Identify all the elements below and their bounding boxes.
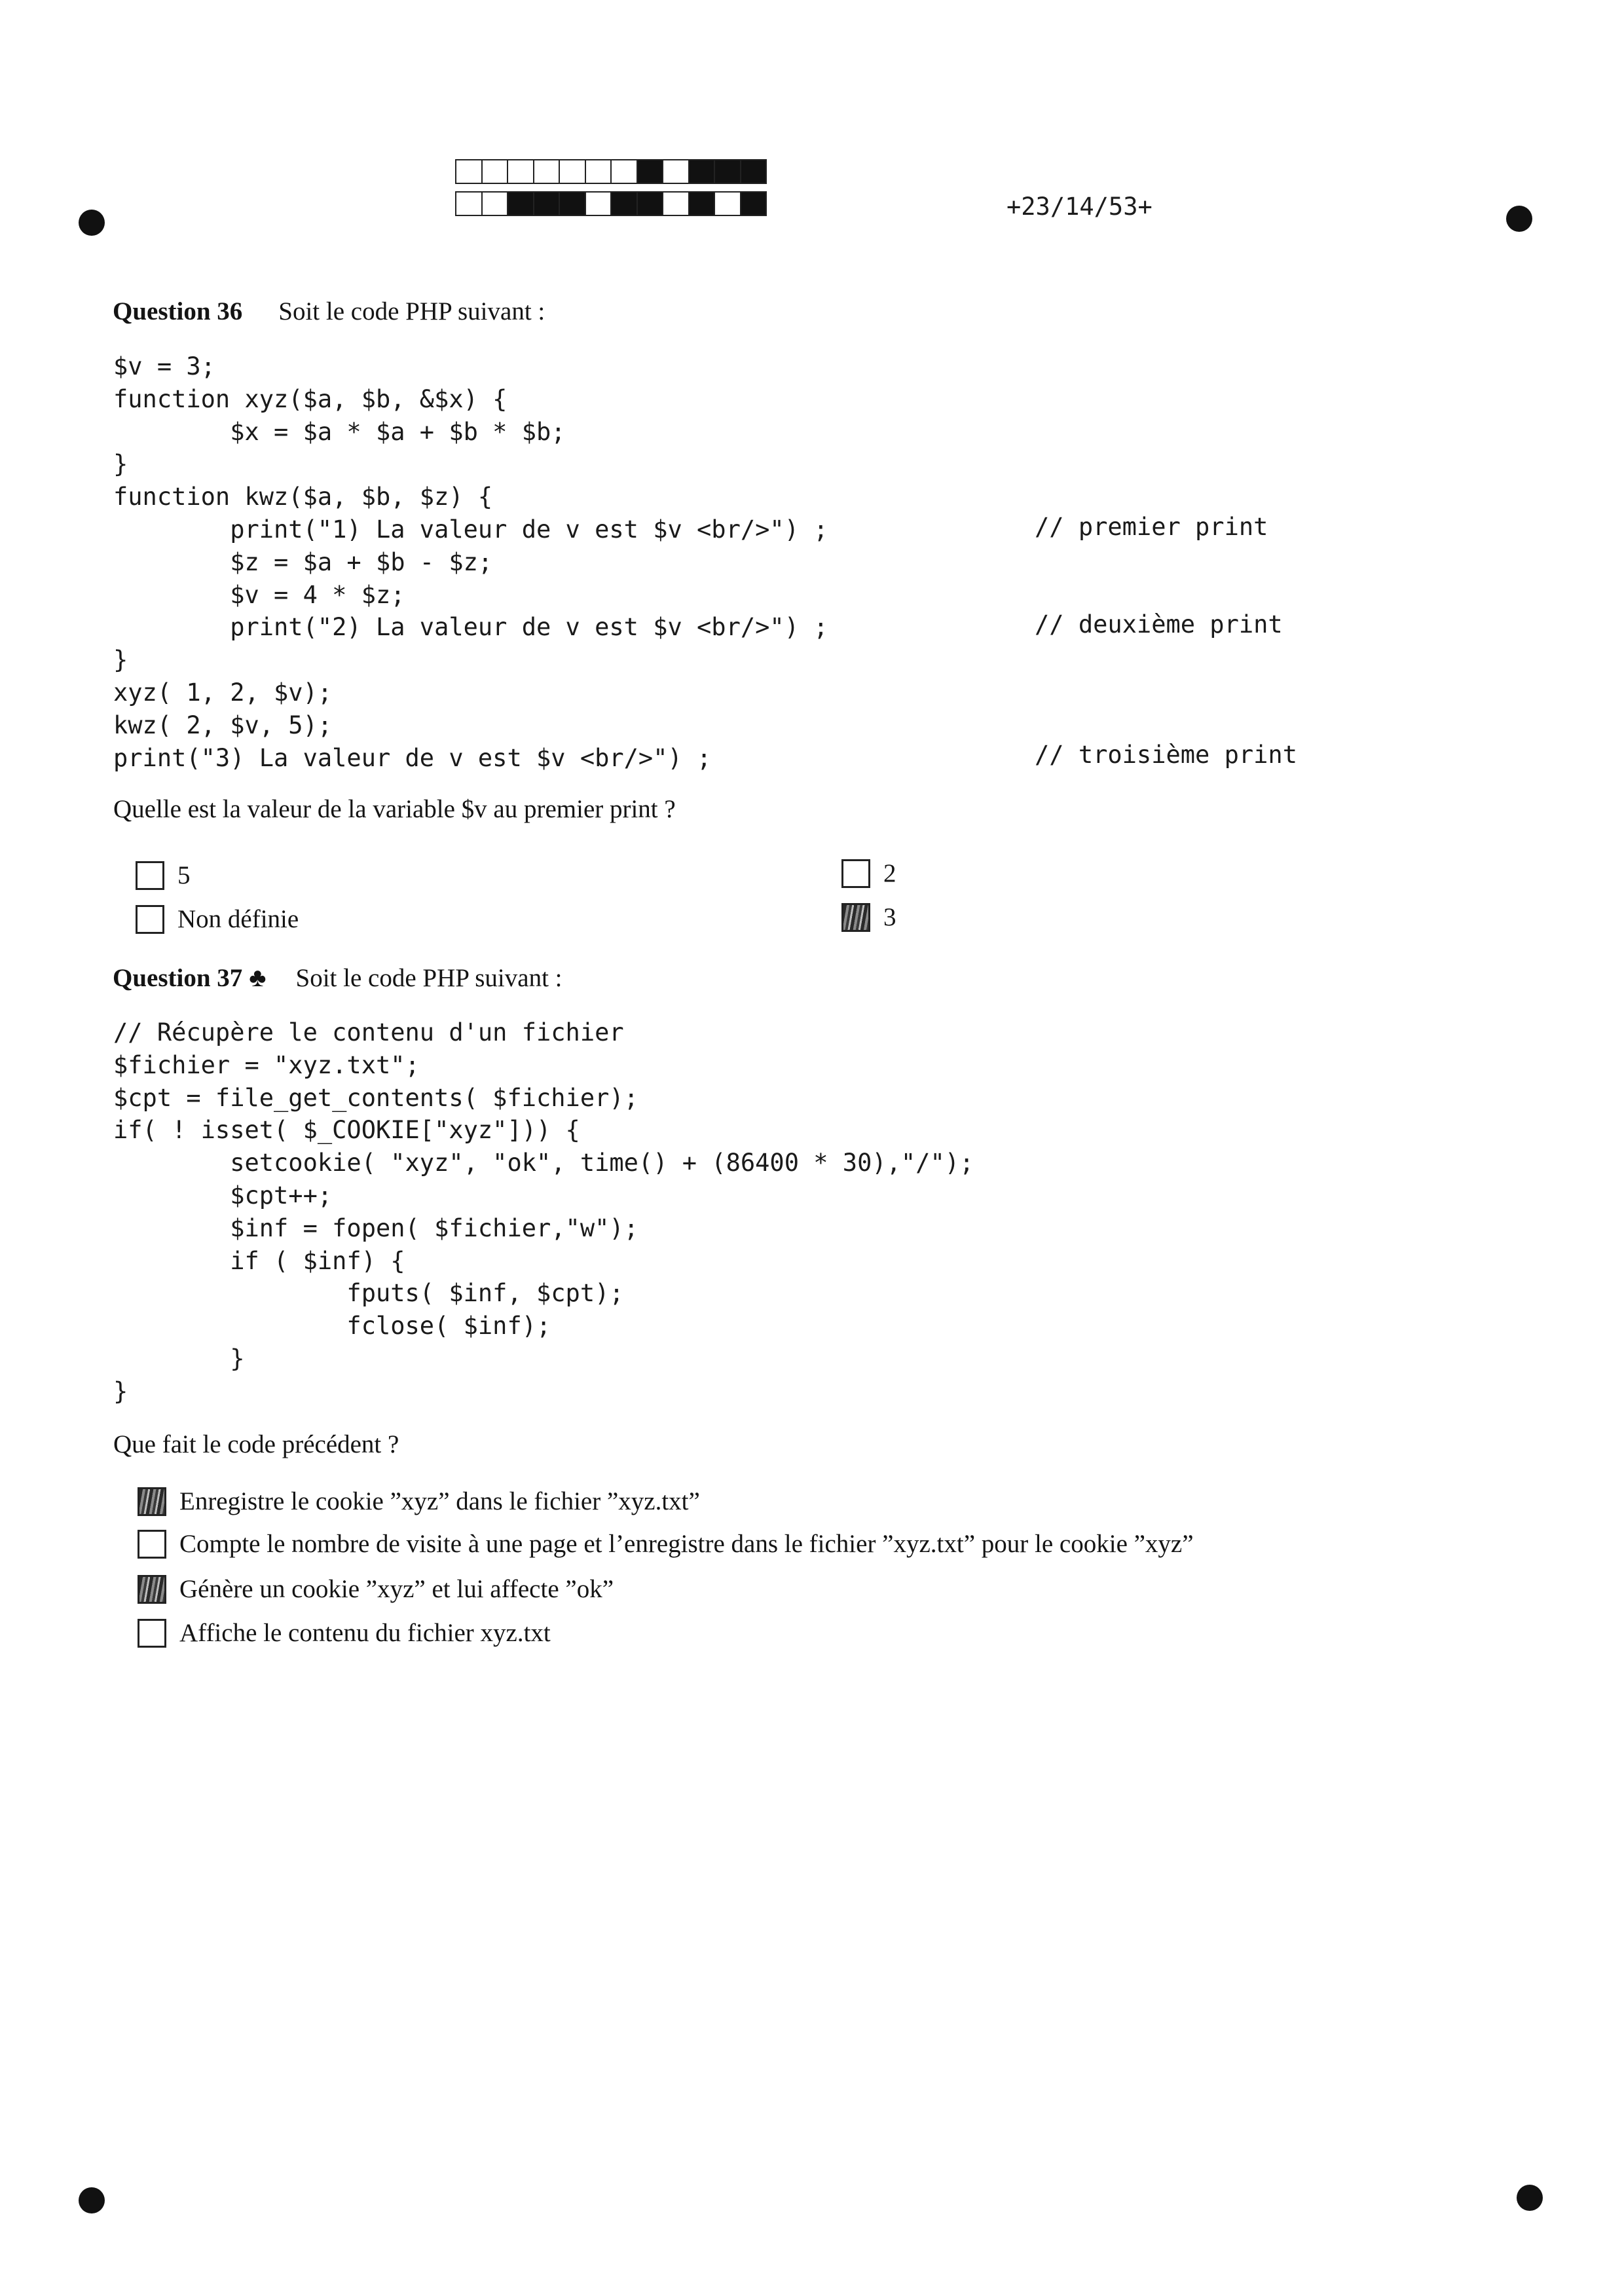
barcode-cell bbox=[740, 159, 767, 184]
page-id: +23/14/53+ bbox=[1006, 193, 1153, 221]
barcode-cell bbox=[481, 191, 509, 216]
barcode-cell bbox=[610, 191, 638, 216]
code-comment-third-print: // troisième print bbox=[1035, 741, 1297, 769]
barcode-cell bbox=[714, 191, 741, 216]
checkbox[interactable] bbox=[138, 1530, 166, 1559]
checkbox[interactable] bbox=[841, 859, 870, 888]
answer-label: 3 bbox=[883, 903, 896, 931]
barcode-cell bbox=[714, 159, 741, 184]
checkbox[interactable] bbox=[841, 903, 870, 932]
barcode-cell bbox=[559, 159, 586, 184]
barcode-row-bottom bbox=[455, 191, 766, 216]
barcode-cell bbox=[533, 191, 561, 216]
barcode-cell bbox=[610, 159, 638, 184]
barcode-row-top bbox=[455, 159, 766, 184]
answer-option[interactable] bbox=[136, 904, 299, 934]
barcode-cell bbox=[507, 159, 534, 184]
corner-mark-top-right bbox=[1506, 206, 1532, 232]
barcode-cell bbox=[559, 191, 586, 216]
answer-option[interactable] bbox=[841, 859, 896, 888]
answer-option[interactable] bbox=[841, 902, 896, 932]
checkbox[interactable] bbox=[138, 1487, 166, 1516]
barcode-cell bbox=[637, 159, 664, 184]
question-37-prompt: Que fait le code précédent ? bbox=[113, 1430, 399, 1458]
barcode-cell bbox=[455, 159, 483, 184]
question-37-header bbox=[113, 962, 563, 993]
barcode-cell bbox=[533, 159, 561, 184]
barcode-cell bbox=[585, 191, 612, 216]
answer-label: Non définie bbox=[177, 905, 299, 933]
barcode-cell bbox=[688, 191, 716, 216]
checkbox[interactable] bbox=[136, 861, 164, 890]
code-comment-second-print: // deuxième print bbox=[1035, 610, 1283, 639]
code-block-q36: $v = 3; function xyz($a, $b, &$x) { $x = $a * $a + $b * $b; } function kwz($a, $b, $z) { print("1) La valeur de v est $v <br/>") ; $z = $a + $b - $z; $v = 4 * $z; print("2) La valeur de v est $v <br/>") ; } xyz( 1, 2, $v); kwz( 2, $v, 5); print("3) La valeur de v est $v <br/>") ; bbox=[113, 352, 828, 772]
question-36-prompt: Quelle est la valeur de la variable $v au premier print ? bbox=[113, 795, 676, 823]
barcode-cell bbox=[688, 159, 716, 184]
question-title: Soit le code PHP suivant : bbox=[295, 964, 563, 992]
barcode-cell bbox=[455, 191, 483, 216]
barcode-cell bbox=[507, 191, 534, 216]
answer-label: Enregistre le cookie ”xyz” dans le fichier ”xyz.txt” bbox=[179, 1487, 700, 1515]
barcode-cell bbox=[481, 159, 509, 184]
answer-option[interactable] bbox=[138, 1487, 700, 1516]
question-title: Soit le code PHP suivant : bbox=[278, 297, 545, 325]
barcode-cell bbox=[662, 159, 690, 184]
barcode-cell bbox=[740, 191, 767, 216]
checkbox[interactable] bbox=[138, 1575, 166, 1604]
corner-mark-top-left bbox=[79, 210, 105, 236]
answer-option[interactable] bbox=[138, 1574, 614, 1604]
code-comment-first-print: // premier print bbox=[1035, 513, 1268, 541]
code-block-q37: // Récupère le contenu d'un fichier $fichier = "xyz.txt"; $cpt = file_get_contents( $fichier); if( ! isset( $_COOKIE["xyz"])) { setcookie( "xyz", "ok", time() + (86400 * 30),"/"); $cpt++; $inf = fopen( $fichier,"w"); if ( $inf) { fputs( $inf, $cpt); fclose( $inf); } } bbox=[113, 1018, 974, 1405]
checkbox[interactable] bbox=[138, 1619, 166, 1648]
answer-label: 2 bbox=[883, 859, 896, 887]
corner-mark-bottom-right bbox=[1517, 2185, 1543, 2211]
club-symbol: ♣ bbox=[249, 963, 267, 992]
question-36-header bbox=[113, 297, 545, 326]
answer-option[interactable] bbox=[136, 861, 191, 890]
answer-label: Compte le nombre de visite à une page et l’enregistre dans le fichier ”xyz.txt” pour le cookie ”xyz” bbox=[179, 1530, 1194, 1558]
answer-option[interactable] bbox=[138, 1529, 1194, 1559]
answer-label: Affiche le contenu du fichier xyz.txt bbox=[179, 1619, 551, 1647]
question-number: Question 36 bbox=[113, 297, 243, 325]
answer-label: 5 bbox=[177, 861, 191, 889]
corner-mark-bottom-left bbox=[79, 2187, 105, 2213]
checkbox[interactable] bbox=[136, 905, 164, 934]
barcode-cell bbox=[662, 191, 690, 216]
barcode-cell bbox=[637, 191, 664, 216]
answer-option[interactable] bbox=[138, 1618, 551, 1648]
answer-label: Génère un cookie ”xyz” et lui affecte ”ok” bbox=[179, 1575, 614, 1603]
barcode-cell bbox=[585, 159, 612, 184]
question-number: Question 37 bbox=[113, 964, 243, 992]
